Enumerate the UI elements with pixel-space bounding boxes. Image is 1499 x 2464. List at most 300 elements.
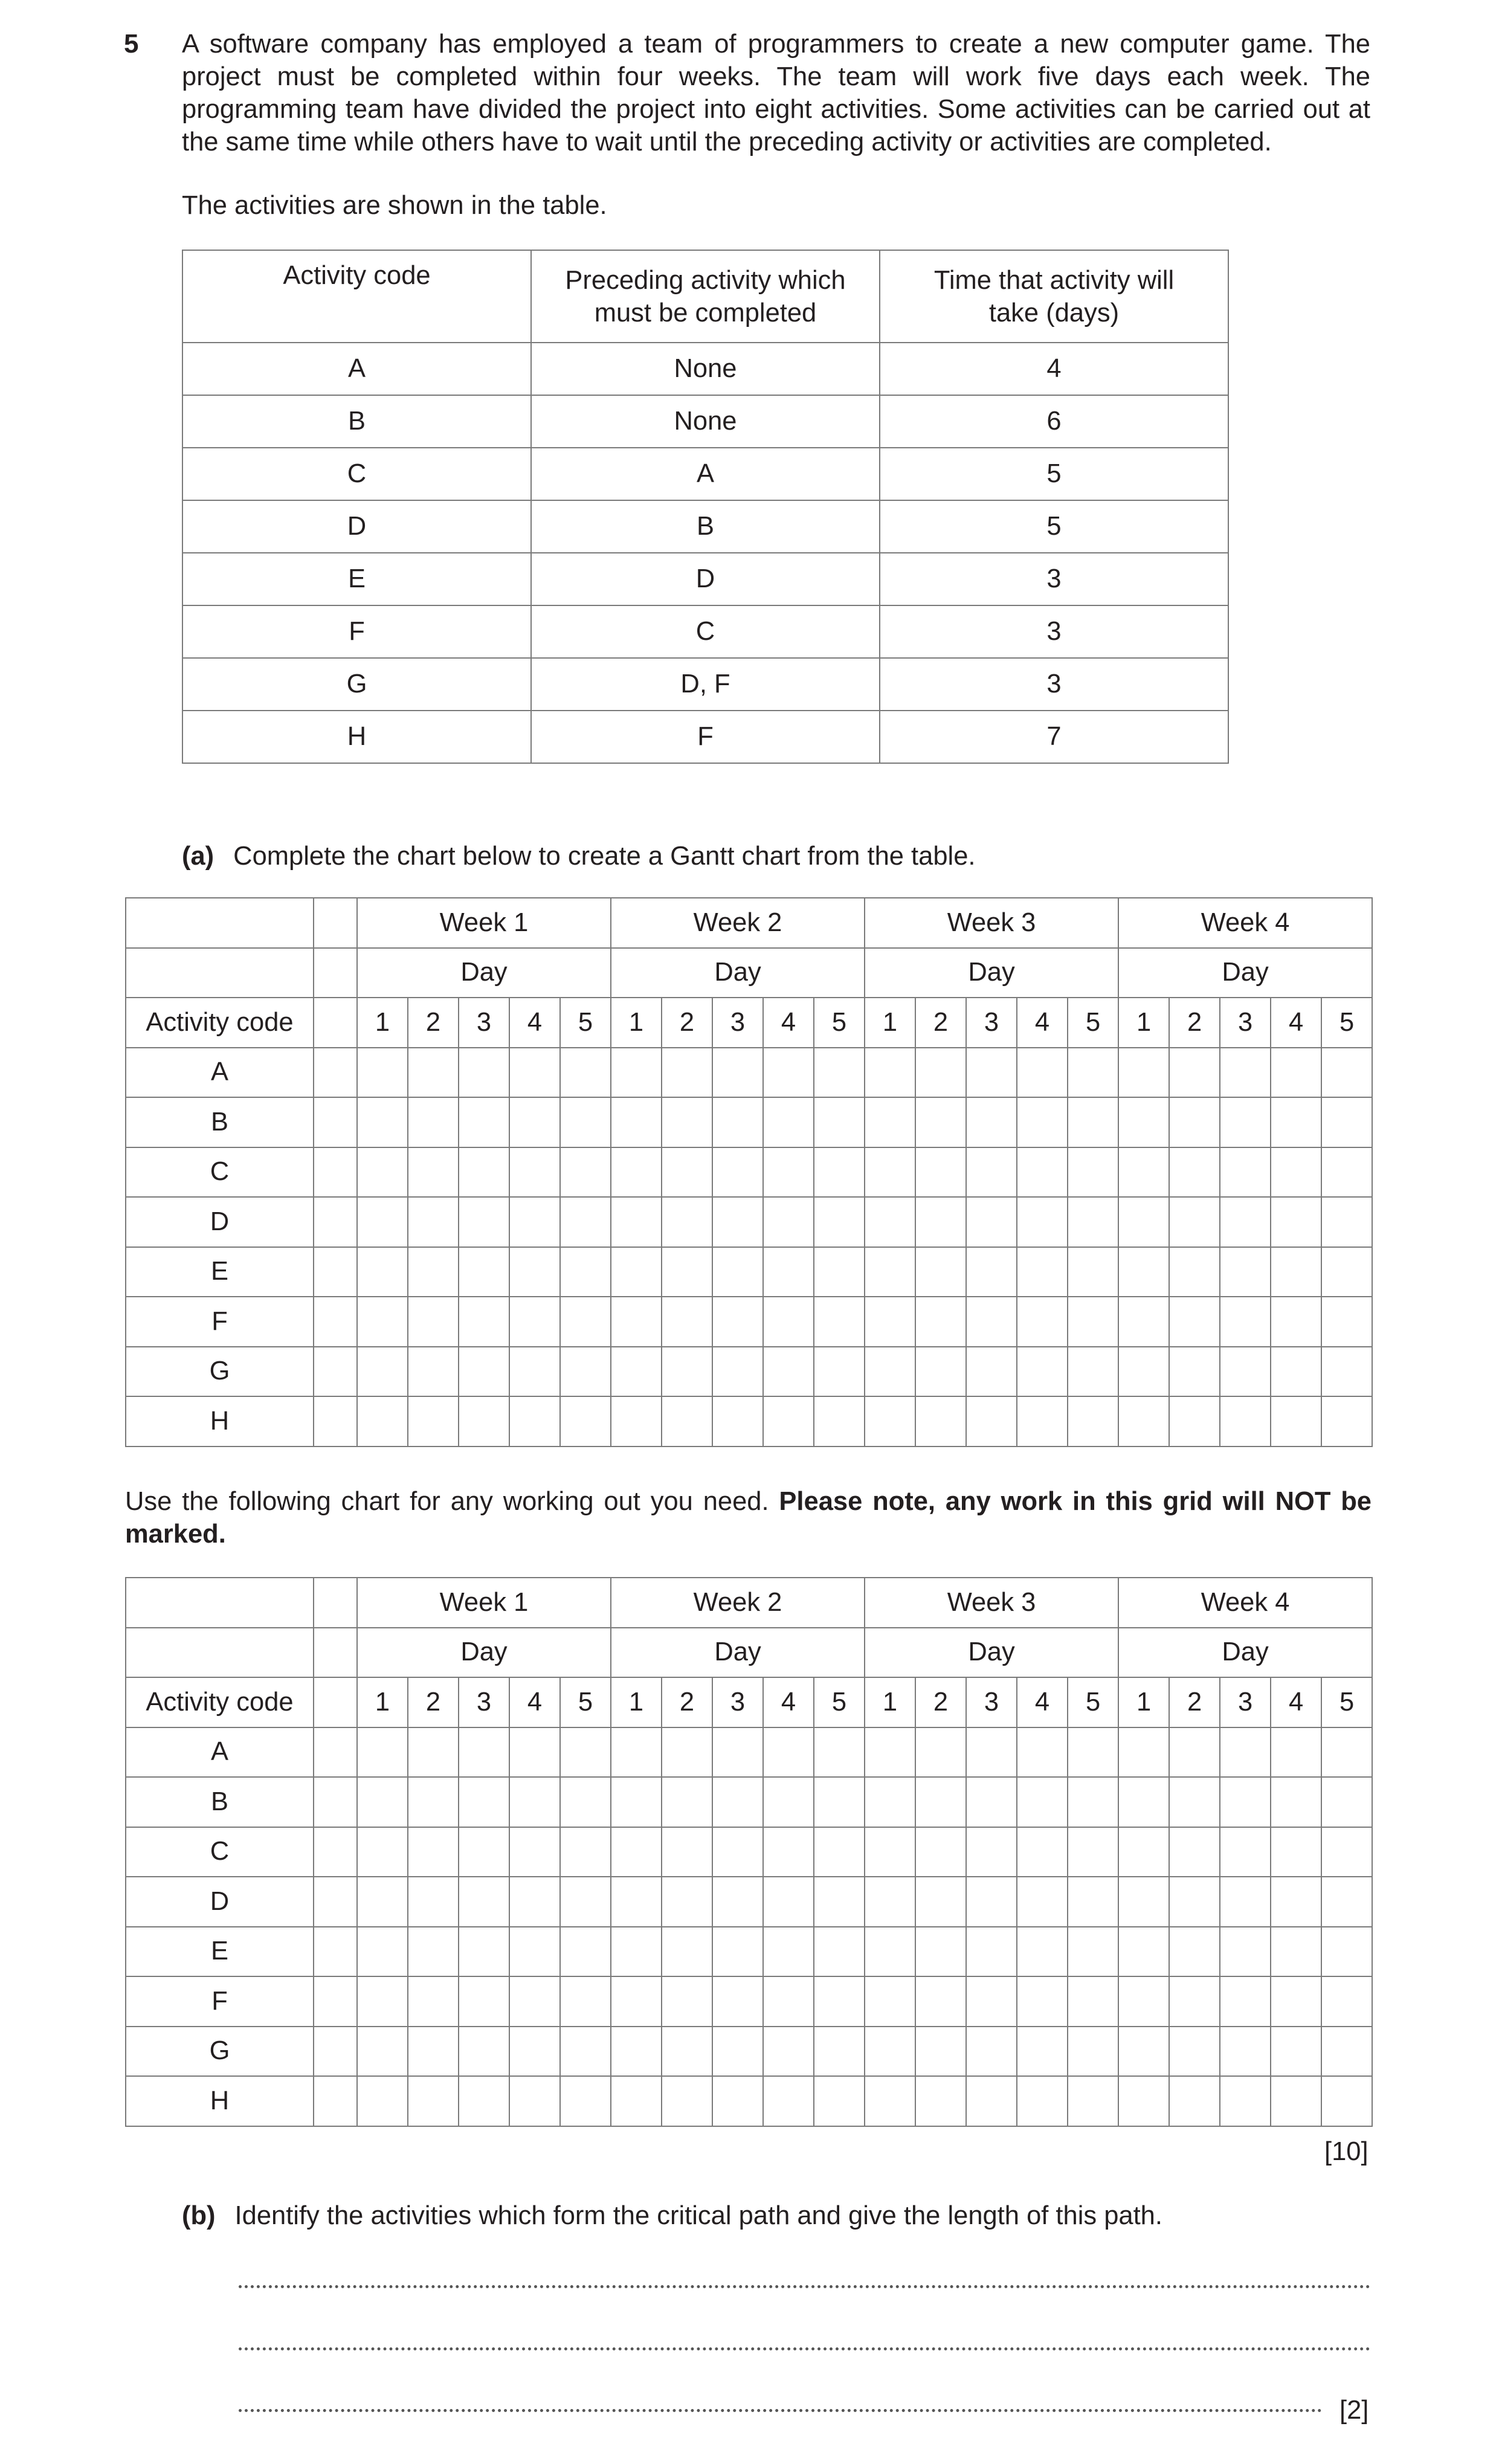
gantt-day-cell[interactable]	[763, 1877, 814, 1927]
gantt-day-cell[interactable]	[1271, 1827, 1321, 1877]
gantt-day-cell[interactable]	[865, 1147, 915, 1198]
gantt-day-cell[interactable]	[662, 1976, 712, 2027]
gantt-day-cell[interactable]	[357, 1927, 408, 1977]
gantt-day-cell[interactable]	[560, 2076, 611, 2126]
gantt-day-cell[interactable]	[814, 1048, 865, 1098]
gantt-day-cell[interactable]	[1068, 2027, 1118, 2077]
gantt-day-cell[interactable]	[814, 1147, 865, 1198]
gantt-day-cell[interactable]	[763, 1347, 814, 1397]
gantt-day-cell[interactable]	[1169, 2076, 1220, 2126]
gantt-day-cell[interactable]	[966, 1097, 1017, 1147]
gantt-day-cell[interactable]	[662, 2027, 712, 2077]
gantt-day-cell[interactable]	[357, 1777, 408, 1827]
gantt-day-cell[interactable]	[611, 1297, 662, 1347]
gantt-day-cell[interactable]	[915, 1147, 966, 1198]
gantt-day-cell[interactable]	[1118, 1727, 1169, 1778]
gantt-day-cell[interactable]	[611, 1827, 662, 1877]
gantt-day-cell[interactable]	[1271, 2027, 1321, 2077]
gantt-day-cell[interactable]	[408, 1247, 459, 1297]
gantt-day-cell[interactable]	[1220, 1927, 1271, 1977]
gantt-day-cell[interactable]	[1321, 1827, 1372, 1877]
gantt-day-cell[interactable]	[1118, 1247, 1169, 1297]
gantt-day-cell[interactable]	[1271, 1976, 1321, 2027]
gantt-day-cell[interactable]	[408, 1048, 459, 1098]
gantt-day-cell[interactable]	[1068, 1247, 1118, 1297]
gantt-day-cell[interactable]	[865, 1777, 915, 1827]
gantt-day-cell[interactable]	[611, 1976, 662, 2027]
gantt-day-cell[interactable]	[662, 1877, 712, 1927]
gantt-day-cell[interactable]	[763, 1927, 814, 1977]
gantt-day-cell[interactable]	[1220, 1827, 1271, 1877]
gantt-day-cell[interactable]	[966, 2027, 1017, 2077]
gantt-day-cell[interactable]	[560, 1147, 611, 1198]
gantt-day-cell[interactable]	[408, 1976, 459, 2027]
gantt-day-cell[interactable]	[560, 1297, 611, 1347]
gantt-day-cell[interactable]	[865, 1297, 915, 1347]
gantt-day-cell[interactable]	[814, 2027, 865, 2077]
gantt-day-cell[interactable]	[611, 2027, 662, 2077]
gantt-day-cell[interactable]	[763, 1147, 814, 1198]
gantt-day-cell[interactable]	[560, 1727, 611, 1778]
gantt-day-cell[interactable]	[865, 1927, 915, 1977]
gantt-day-cell[interactable]	[966, 1777, 1017, 1827]
gantt-day-cell[interactable]	[966, 1347, 1017, 1397]
gantt-day-cell[interactable]	[1220, 1347, 1271, 1397]
gantt-day-cell[interactable]	[560, 1347, 611, 1397]
gantt-day-cell[interactable]	[1271, 2076, 1321, 2126]
gantt-day-cell[interactable]	[865, 1396, 915, 1446]
gantt-day-cell[interactable]	[1017, 1827, 1068, 1877]
gantt-day-cell[interactable]	[1017, 1147, 1068, 1198]
gantt-day-cell[interactable]	[408, 1396, 459, 1446]
gantt-day-cell[interactable]	[712, 1097, 763, 1147]
gantt-day-cell[interactable]	[763, 2027, 814, 2077]
gantt-day-cell[interactable]	[1220, 1396, 1271, 1446]
gantt-day-cell[interactable]	[662, 1297, 712, 1347]
gantt-day-cell[interactable]	[865, 1827, 915, 1877]
gantt-day-cell[interactable]	[1271, 1777, 1321, 1827]
gantt-day-cell[interactable]	[1068, 1147, 1118, 1198]
gantt-day-cell[interactable]	[1321, 1777, 1372, 1827]
gantt-day-cell[interactable]	[1220, 1197, 1271, 1247]
gantt-day-cell[interactable]	[865, 1976, 915, 2027]
gantt-day-cell[interactable]	[712, 1297, 763, 1347]
gantt-day-cell[interactable]	[357, 1396, 408, 1446]
gantt-day-cell[interactable]	[1068, 1927, 1118, 1977]
gantt-day-cell[interactable]	[1169, 1147, 1220, 1198]
gantt-day-cell[interactable]	[611, 1197, 662, 1247]
gantt-day-cell[interactable]	[1118, 1297, 1169, 1347]
gantt-day-cell[interactable]	[560, 1827, 611, 1877]
gantt-day-cell[interactable]	[1068, 1976, 1118, 2027]
gantt-day-cell[interactable]	[1220, 1297, 1271, 1347]
gantt-day-cell[interactable]	[459, 1147, 509, 1198]
gantt-day-cell[interactable]	[966, 1048, 1017, 1098]
gantt-day-cell[interactable]	[459, 1097, 509, 1147]
gantt-day-cell[interactable]	[357, 2027, 408, 2077]
gantt-day-cell[interactable]	[408, 1877, 459, 1927]
gantt-day-cell[interactable]	[712, 1197, 763, 1247]
gantt-day-cell[interactable]	[1271, 1297, 1321, 1347]
gantt-day-cell[interactable]	[814, 1097, 865, 1147]
gantt-day-cell[interactable]	[1321, 1976, 1372, 2027]
gantt-day-cell[interactable]	[712, 1347, 763, 1397]
gantt-day-cell[interactable]	[1118, 1347, 1169, 1397]
gantt-day-cell[interactable]	[966, 1727, 1017, 1778]
gantt-day-cell[interactable]	[865, 1048, 915, 1098]
gantt-day-cell[interactable]	[915, 1048, 966, 1098]
gantt-day-cell[interactable]	[814, 1297, 865, 1347]
gantt-day-cell[interactable]	[1321, 1197, 1372, 1247]
gantt-day-cell[interactable]	[1068, 1396, 1118, 1446]
gantt-day-cell[interactable]	[1220, 1247, 1271, 1297]
answer-line-1[interactable]	[239, 2285, 1370, 2288]
gantt-day-cell[interactable]	[915, 1777, 966, 1827]
gantt-day-cell[interactable]	[1271, 1347, 1321, 1397]
gantt-day-cell[interactable]	[1321, 1927, 1372, 1977]
gantt-day-cell[interactable]	[1017, 2027, 1068, 2077]
gantt-day-cell[interactable]	[1169, 1976, 1220, 2027]
gantt-day-cell[interactable]	[915, 1927, 966, 1977]
gantt-day-cell[interactable]	[814, 1877, 865, 1927]
gantt-day-cell[interactable]	[560, 1927, 611, 1977]
gantt-day-cell[interactable]	[1118, 1777, 1169, 1827]
gantt-day-cell[interactable]	[1169, 1777, 1220, 1827]
gantt-day-cell[interactable]	[763, 1777, 814, 1827]
gantt-day-cell[interactable]	[1118, 1197, 1169, 1247]
gantt-day-cell[interactable]	[814, 1347, 865, 1397]
gantt-day-cell[interactable]	[1017, 1247, 1068, 1297]
gantt-day-cell[interactable]	[509, 1197, 560, 1247]
gantt-day-cell[interactable]	[611, 1347, 662, 1397]
gantt-day-cell[interactable]	[814, 1827, 865, 1877]
gantt-day-cell[interactable]	[1169, 1048, 1220, 1098]
gantt-day-cell[interactable]	[509, 1396, 560, 1446]
gantt-day-cell[interactable]	[459, 1827, 509, 1877]
gantt-day-cell[interactable]	[509, 1147, 560, 1198]
gantt-day-cell[interactable]	[459, 1297, 509, 1347]
gantt-day-cell[interactable]	[1118, 1877, 1169, 1927]
gantt-day-cell[interactable]	[1321, 1877, 1372, 1927]
gantt-day-cell[interactable]	[1271, 1247, 1321, 1297]
gantt-day-cell[interactable]	[459, 1347, 509, 1397]
gantt-day-cell[interactable]	[408, 1927, 459, 1977]
gantt-day-cell[interactable]	[1321, 1727, 1372, 1778]
gantt-day-cell[interactable]	[560, 2027, 611, 2077]
gantt-day-cell[interactable]	[915, 1197, 966, 1247]
gantt-day-cell[interactable]	[1017, 1877, 1068, 1927]
gantt-day-cell[interactable]	[459, 2027, 509, 2077]
gantt-day-cell[interactable]	[814, 1727, 865, 1778]
gantt-day-cell[interactable]	[865, 2076, 915, 2126]
gantt-day-cell[interactable]	[915, 2076, 966, 2126]
gantt-day-cell[interactable]	[712, 1396, 763, 1446]
gantt-day-cell[interactable]	[1017, 2076, 1068, 2126]
gantt-day-cell[interactable]	[357, 1297, 408, 1347]
gantt-day-cell[interactable]	[357, 1097, 408, 1147]
gantt-day-cell[interactable]	[509, 1976, 560, 2027]
gantt-day-cell[interactable]	[763, 1048, 814, 1098]
gantt-day-cell[interactable]	[509, 1048, 560, 1098]
answer-line-3[interactable]	[239, 2409, 1322, 2412]
gantt-day-cell[interactable]	[1220, 1048, 1271, 1098]
gantt-day-cell[interactable]	[1321, 2027, 1372, 2077]
gantt-day-cell[interactable]	[763, 1297, 814, 1347]
gantt-day-cell[interactable]	[662, 1777, 712, 1827]
gantt-day-cell[interactable]	[459, 1877, 509, 1927]
gantt-day-cell[interactable]	[1220, 1877, 1271, 1927]
gantt-day-cell[interactable]	[509, 1347, 560, 1397]
gantt-day-cell[interactable]	[915, 1097, 966, 1147]
gantt-day-cell[interactable]	[408, 1827, 459, 1877]
gantt-day-cell[interactable]	[509, 1877, 560, 1927]
gantt-day-cell[interactable]	[560, 1396, 611, 1446]
gantt-day-cell[interactable]	[1321, 1347, 1372, 1397]
gantt-day-cell[interactable]	[1118, 1396, 1169, 1446]
gantt-day-cell[interactable]	[611, 1097, 662, 1147]
gantt-day-cell[interactable]	[1321, 1297, 1372, 1347]
gantt-day-cell[interactable]	[662, 1827, 712, 1877]
gantt-day-cell[interactable]	[1271, 1097, 1321, 1147]
gantt-day-cell[interactable]	[1017, 1976, 1068, 2027]
gantt-day-cell[interactable]	[1068, 1097, 1118, 1147]
gantt-day-cell[interactable]	[408, 1347, 459, 1397]
gantt-day-cell[interactable]	[1068, 1048, 1118, 1098]
gantt-day-cell[interactable]	[408, 1147, 459, 1198]
gantt-day-cell[interactable]	[712, 2076, 763, 2126]
gantt-day-cell[interactable]	[712, 1927, 763, 1977]
gantt-day-cell[interactable]	[357, 1247, 408, 1297]
gantt-day-cell[interactable]	[1169, 2027, 1220, 2077]
gantt-day-cell[interactable]	[763, 1727, 814, 1778]
gantt-day-cell[interactable]	[1169, 1347, 1220, 1397]
gantt-day-cell[interactable]	[915, 1827, 966, 1877]
gantt-day-cell[interactable]	[408, 1777, 459, 1827]
gantt-day-cell[interactable]	[1118, 2076, 1169, 2126]
gantt-day-cell[interactable]	[915, 1297, 966, 1347]
gantt-day-cell[interactable]	[915, 1347, 966, 1397]
gantt-day-cell[interactable]	[509, 2076, 560, 2126]
gantt-day-cell[interactable]	[1220, 1147, 1271, 1198]
gantt-day-cell[interactable]	[662, 1927, 712, 1977]
gantt-day-cell[interactable]	[662, 1727, 712, 1778]
gantt-day-cell[interactable]	[509, 1247, 560, 1297]
gantt-day-cell[interactable]	[966, 1247, 1017, 1297]
gantt-day-cell[interactable]	[560, 1197, 611, 1247]
gantt-day-cell[interactable]	[357, 2076, 408, 2126]
gantt-day-cell[interactable]	[1169, 1727, 1220, 1778]
gantt-day-cell[interactable]	[357, 1976, 408, 2027]
gantt-day-cell[interactable]	[763, 1396, 814, 1446]
gantt-day-cell[interactable]	[1321, 1396, 1372, 1446]
gantt-day-cell[interactable]	[966, 1147, 1017, 1198]
gantt-day-cell[interactable]	[611, 2076, 662, 2126]
gantt-day-cell[interactable]	[712, 1147, 763, 1198]
gantt-day-cell[interactable]	[1271, 1927, 1321, 1977]
gantt-day-cell[interactable]	[357, 1048, 408, 1098]
gantt-day-cell[interactable]	[611, 1877, 662, 1927]
gantt-day-cell[interactable]	[357, 1347, 408, 1397]
gantt-day-cell[interactable]	[662, 1097, 712, 1147]
gantt-day-cell[interactable]	[814, 1247, 865, 1297]
gantt-day-cell[interactable]	[712, 1777, 763, 1827]
gantt-day-cell[interactable]	[814, 1396, 865, 1446]
gantt-day-cell[interactable]	[814, 1976, 865, 2027]
gantt-day-cell[interactable]	[509, 1097, 560, 1147]
gantt-day-cell[interactable]	[1169, 1396, 1220, 1446]
gantt-day-cell[interactable]	[459, 1976, 509, 2027]
gantt-day-cell[interactable]	[509, 2027, 560, 2077]
gantt-day-cell[interactable]	[1068, 1197, 1118, 1247]
gantt-day-cell[interactable]	[509, 1727, 560, 1778]
gantt-day-cell[interactable]	[662, 1147, 712, 1198]
gantt-day-cell[interactable]	[357, 1827, 408, 1877]
gantt-day-cell[interactable]	[1017, 1197, 1068, 1247]
gantt-day-cell[interactable]	[712, 2027, 763, 2077]
gantt-day-cell[interactable]	[408, 2027, 459, 2077]
gantt-day-cell[interactable]	[1068, 1877, 1118, 1927]
gantt-day-cell[interactable]	[611, 1927, 662, 1977]
gantt-day-cell[interactable]	[1169, 1297, 1220, 1347]
gantt-day-cell[interactable]	[1118, 2027, 1169, 2077]
gantt-day-cell[interactable]	[1118, 1927, 1169, 1977]
gantt-day-cell[interactable]	[357, 1147, 408, 1198]
gantt-day-cell[interactable]	[915, 1396, 966, 1446]
gantt-day-cell[interactable]	[915, 2027, 966, 2077]
gantt-day-cell[interactable]	[560, 1877, 611, 1927]
gantt-day-cell[interactable]	[1169, 1927, 1220, 1977]
gantt-day-cell[interactable]	[459, 1197, 509, 1247]
gantt-day-cell[interactable]	[865, 1097, 915, 1147]
gantt-day-cell[interactable]	[1118, 1097, 1169, 1147]
gantt-day-cell[interactable]	[1220, 2076, 1271, 2126]
gantt-day-cell[interactable]	[662, 1347, 712, 1397]
answer-line-2[interactable]	[239, 2347, 1370, 2350]
gantt-day-cell[interactable]	[459, 1927, 509, 1977]
gantt-day-cell[interactable]	[459, 1396, 509, 1446]
gantt-day-cell[interactable]	[408, 1097, 459, 1147]
gantt-day-cell[interactable]	[560, 1048, 611, 1098]
gantt-day-cell[interactable]	[712, 1247, 763, 1297]
gantt-day-cell[interactable]	[1017, 1777, 1068, 1827]
gantt-day-cell[interactable]	[966, 2076, 1017, 2126]
gantt-day-cell[interactable]	[509, 1827, 560, 1877]
gantt-day-cell[interactable]	[560, 1976, 611, 2027]
gantt-day-cell[interactable]	[408, 1197, 459, 1247]
gantt-day-cell[interactable]	[1271, 1197, 1321, 1247]
gantt-day-cell[interactable]	[712, 1827, 763, 1877]
gantt-day-cell[interactable]	[1068, 1827, 1118, 1877]
gantt-day-cell[interactable]	[1321, 1048, 1372, 1098]
gantt-day-cell[interactable]	[1220, 1777, 1271, 1827]
gantt-day-cell[interactable]	[459, 1777, 509, 1827]
gantt-day-cell[interactable]	[966, 1827, 1017, 1877]
gantt-day-cell[interactable]	[1068, 1727, 1118, 1778]
gantt-day-cell[interactable]	[966, 1927, 1017, 1977]
gantt-day-cell[interactable]	[1169, 1827, 1220, 1877]
gantt-day-cell[interactable]	[966, 1197, 1017, 1247]
gantt-day-cell[interactable]	[1220, 1097, 1271, 1147]
gantt-day-cell[interactable]	[915, 1247, 966, 1297]
gantt-day-cell[interactable]	[611, 1147, 662, 1198]
gantt-day-cell[interactable]	[1169, 1247, 1220, 1297]
gantt-day-cell[interactable]	[509, 1297, 560, 1347]
gantt-day-cell[interactable]	[611, 1727, 662, 1778]
gantt-day-cell[interactable]	[611, 1396, 662, 1446]
gantt-day-cell[interactable]	[1271, 1877, 1321, 1927]
gantt-day-cell[interactable]	[1017, 1396, 1068, 1446]
gantt-day-cell[interactable]	[459, 1247, 509, 1297]
gantt-day-cell[interactable]	[1068, 2076, 1118, 2126]
gantt-day-cell[interactable]	[662, 1048, 712, 1098]
gantt-day-cell[interactable]	[814, 1927, 865, 1977]
gantt-day-cell[interactable]	[1169, 1097, 1220, 1147]
gantt-day-cell[interactable]	[611, 1777, 662, 1827]
gantt-day-cell[interactable]	[966, 1396, 1017, 1446]
gantt-day-cell[interactable]	[814, 2076, 865, 2126]
gantt-day-cell[interactable]	[1169, 1197, 1220, 1247]
gantt-day-cell[interactable]	[1118, 1048, 1169, 1098]
gantt-day-cell[interactable]	[966, 1877, 1017, 1927]
gantt-day-cell[interactable]	[1017, 1097, 1068, 1147]
gantt-day-cell[interactable]	[1068, 1347, 1118, 1397]
gantt-day-cell[interactable]	[865, 1247, 915, 1297]
gantt-day-cell[interactable]	[865, 1347, 915, 1397]
gantt-day-cell[interactable]	[1017, 1727, 1068, 1778]
gantt-day-cell[interactable]	[865, 1197, 915, 1247]
gantt-day-cell[interactable]	[509, 1777, 560, 1827]
gantt-day-cell[interactable]	[1169, 1877, 1220, 1927]
gantt-day-cell[interactable]	[459, 1727, 509, 1778]
gantt-day-cell[interactable]	[611, 1247, 662, 1297]
gantt-day-cell[interactable]	[1321, 1247, 1372, 1297]
gantt-day-cell[interactable]	[1068, 1777, 1118, 1827]
gantt-day-cell[interactable]	[408, 2076, 459, 2126]
gantt-day-cell[interactable]	[814, 1197, 865, 1247]
gantt-day-cell[interactable]	[1321, 2076, 1372, 2126]
gantt-day-cell[interactable]	[1220, 1976, 1271, 2027]
gantt-day-cell[interactable]	[357, 1727, 408, 1778]
gantt-day-cell[interactable]	[1068, 1297, 1118, 1347]
gantt-day-cell[interactable]	[1017, 1347, 1068, 1397]
gantt-day-cell[interactable]	[459, 2076, 509, 2126]
gantt-day-cell[interactable]	[662, 1247, 712, 1297]
gantt-day-cell[interactable]	[357, 1877, 408, 1927]
gantt-day-cell[interactable]	[1321, 1147, 1372, 1198]
gantt-day-cell[interactable]	[560, 1247, 611, 1297]
gantt-day-cell[interactable]	[611, 1048, 662, 1098]
gantt-day-cell[interactable]	[712, 1048, 763, 1098]
gantt-day-cell[interactable]	[560, 1777, 611, 1827]
gantt-day-cell[interactable]	[408, 1727, 459, 1778]
gantt-day-cell[interactable]	[966, 1976, 1017, 2027]
gantt-day-cell[interactable]	[763, 1197, 814, 1247]
gantt-day-cell[interactable]	[865, 2027, 915, 2077]
gantt-day-cell[interactable]	[509, 1927, 560, 1977]
gantt-day-cell[interactable]	[560, 1097, 611, 1147]
gantt-day-cell[interactable]	[662, 1396, 712, 1446]
gantt-day-cell[interactable]	[763, 1247, 814, 1297]
gantt-day-cell[interactable]	[712, 1727, 763, 1778]
gantt-day-cell[interactable]	[1271, 1147, 1321, 1198]
gantt-day-cell[interactable]	[763, 1827, 814, 1877]
gantt-day-cell[interactable]	[1017, 1297, 1068, 1347]
gantt-day-cell[interactable]	[1220, 1727, 1271, 1778]
gantt-day-cell[interactable]	[1017, 1048, 1068, 1098]
gantt-day-cell[interactable]	[865, 1877, 915, 1927]
gantt-day-cell[interactable]	[1271, 1048, 1321, 1098]
gantt-day-cell[interactable]	[1271, 1396, 1321, 1446]
